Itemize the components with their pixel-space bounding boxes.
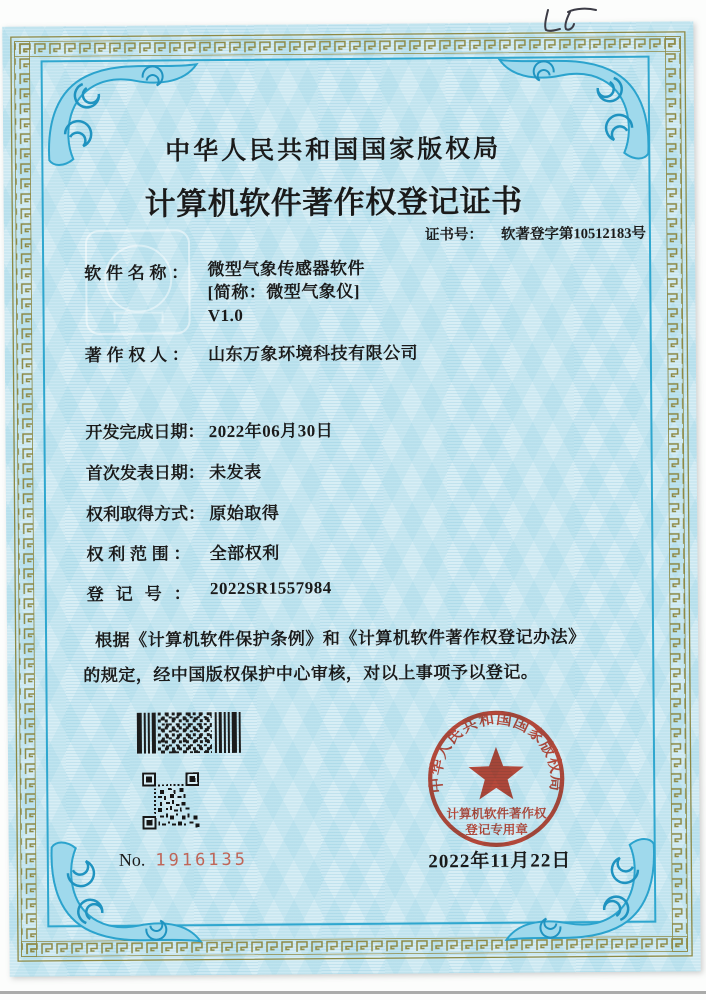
registration-number: 2022SR1557984 xyxy=(209,578,332,599)
field-row-registration-no xyxy=(87,578,332,605)
certificate-number-value: 软著登字第10512183号 xyxy=(500,225,646,243)
seal-ring-text: 中华人民共和国国家版权局 xyxy=(427,710,565,794)
dev-complete-date: 2022年06月30日 xyxy=(208,421,334,442)
certificate-paper xyxy=(2,21,700,976)
rights-scope: 全部权利 xyxy=(209,543,280,564)
field-row-first-publish-date xyxy=(86,458,262,484)
seal-line1: 计算机软件著作权 xyxy=(446,806,547,822)
field-label: 著作权人： xyxy=(84,345,189,366)
copyright-owner: 山东万象环境科技有限公司 xyxy=(208,343,419,365)
star-icon xyxy=(468,747,524,800)
scanner-edge-line xyxy=(0,991,706,994)
issue-date: 2022年11月22日 xyxy=(428,850,572,873)
field-row-software-name xyxy=(84,257,365,328)
serial-number: 1916135 xyxy=(155,849,249,871)
field-label: 首次发表日期： xyxy=(85,463,205,484)
field-row-rights-acquisition xyxy=(86,499,279,526)
rights-acquisition: 原始取得 xyxy=(209,503,280,524)
field-label: 权利范围： xyxy=(86,544,191,565)
field-row-copyright-owner xyxy=(85,338,418,366)
pencil-note xyxy=(540,2,600,36)
serial-no-label: No. xyxy=(118,849,146,870)
field-label: 登记号： xyxy=(86,584,191,605)
field-label: 开发完成日期： xyxy=(85,422,205,443)
software-name: 微型气象传感器软件 xyxy=(207,258,366,280)
field-row-dev-complete-date xyxy=(85,416,333,443)
statement-paragraph: 根据《计算机软件保护条例》和《计算机软件著作权登记办法》的规定，经中国版权保护中心审核，对以上事项予以登记。 xyxy=(83,627,578,686)
issuer-title: 中华人民共和国国家版权局 xyxy=(165,135,502,166)
official-seal xyxy=(422,705,573,858)
seal-line2: 登记专用章 xyxy=(465,822,528,838)
certificate-number-label: 证书号： xyxy=(424,226,483,244)
field-row-rights-scope xyxy=(86,539,279,566)
field-label: 权利取得方式： xyxy=(86,504,206,525)
software-version: V1.0 xyxy=(207,305,244,326)
qr-code xyxy=(142,772,199,829)
serial-row xyxy=(119,849,248,871)
field-label: 软件名称： xyxy=(84,263,189,284)
software-alias: [简称：微型气象仪] xyxy=(207,281,361,303)
first-publish-date: 未发表 xyxy=(208,462,262,483)
certificate-title: 计算机软件著作权登记证书 xyxy=(144,183,523,222)
barcode xyxy=(137,712,241,754)
field-value xyxy=(207,257,365,327)
